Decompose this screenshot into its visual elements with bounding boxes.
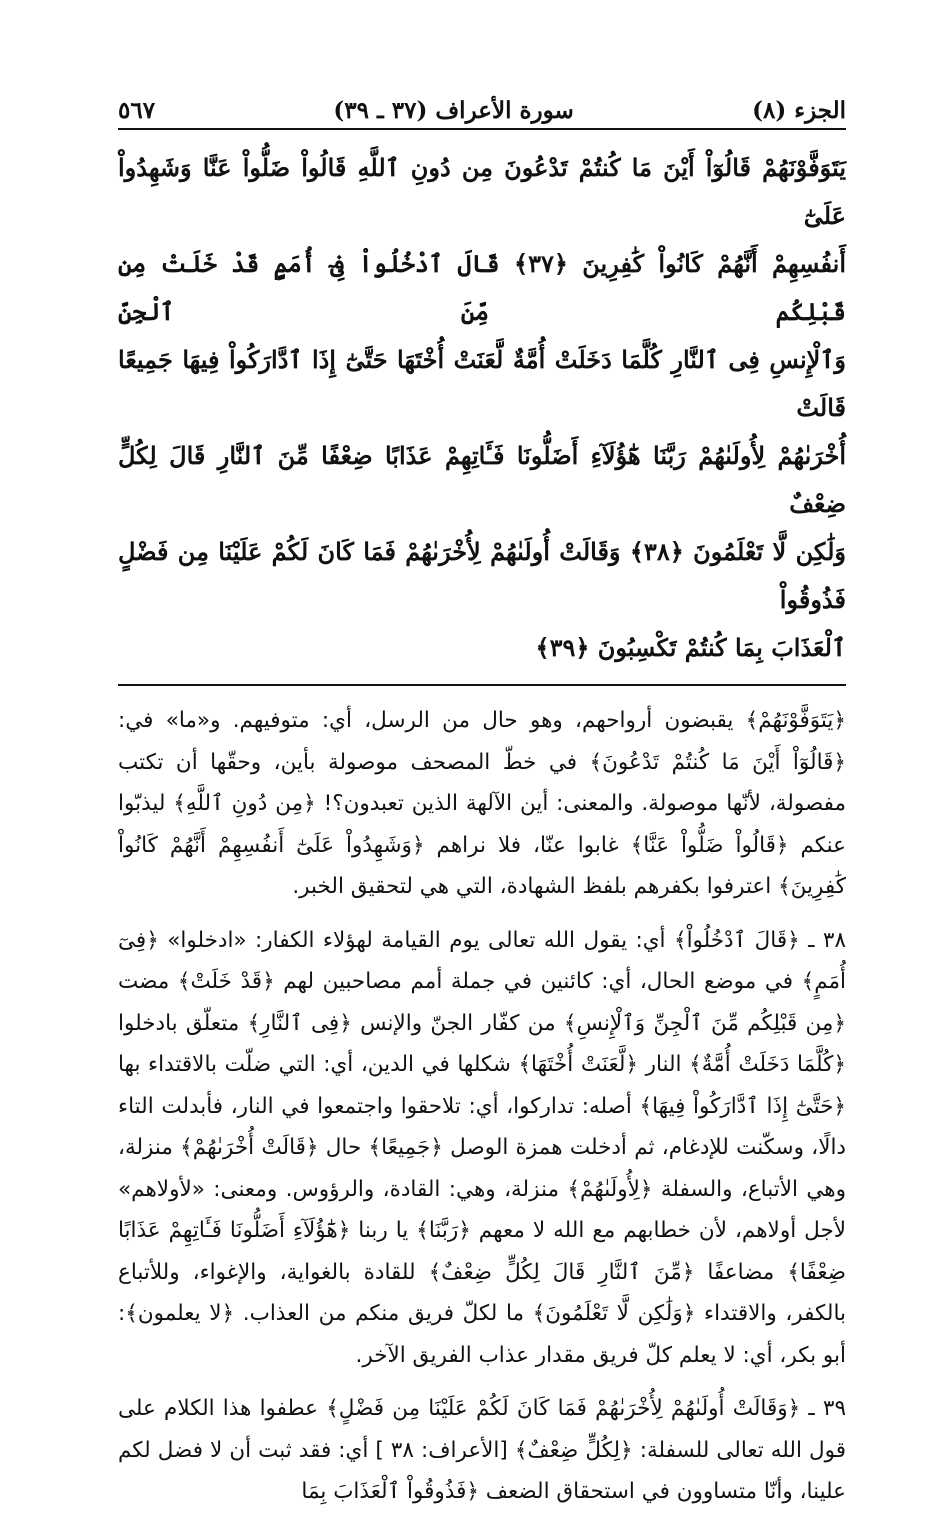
- commentary-paragraph: ﴿يَتَوَفَّوْنَهُمْ﴾ يقبضون أرواحهم، وهو حال من الرسل، أي: متوفيهم. و«ما» في: ﴿قَالُوٓاْ أَيْنَ مَا كُنتُمْ تَدْعُونَ﴾ في خطّ المصحف موصولة بأين، وحقّها أن تكتب مفصولة، لأنّها موصولة. والمعنى: أين الآلهة الذين تعبدون؟! ﴿مِن دُونِ ٱللَّهِ﴾ ليذبّوا عنكم ﴿قَالُواْ ضَلُّواْ عَنَّا﴾ غابوا عنّا، فلا نراهم ﴿وَشَهِدُواْ عَلَىٰٓ أَنفُسِهِمْ أَنَّهُمْ كَانُواْ كَٰفِرِينَ﴾ اعترفوا بكفرهم بلفظ الشهادة، التي هي لتحقيق الخبر.: [118, 708, 846, 899]
- quran-line: وَٱلْإِنسِ فِى ٱلنَّارِ كُلَّمَا دَخَلَتْ أُمَّةٌ لَّعَنَتْ أُخْتَهَا حَتَّىٰٓ إِذَا ٱدَّارَكُواْ فِيهَا جَمِيعًا قَالَتْ: [118, 345, 846, 422]
- commentary: [118, 700, 846, 1513]
- page-number: ٥٦٧: [118, 97, 156, 124]
- part-number: الجزء (٨): [752, 97, 846, 124]
- surah-title: سورة الأعراف (٣٧ ـ ٣٩): [333, 97, 574, 124]
- quran-line-last: ٱلْعَذَابَ بِمَا كُنتُمْ تَكْسِبُونَ ﴿٣٩﴾: [535, 633, 846, 662]
- commentary-paragraph: ٣٨ ـ ﴿قَالَ ٱدْخُلُواْ﴾ أي: يقول الله تعالى يوم القيامة لهؤلاء الكفار: «ادخلوا» ﴿فِىٓ أُمَمٍ﴾ في موضع الحال، أي: كائنين في جملة أمم مصاحبين لهم ﴿قَدْ خَلَتْ﴾ مضت ﴿مِن قَبْلِكُم مِّنَ ٱلْجِنِّ وَٱلْإِنسِ﴾ من كفّار الجنّ والإنس ﴿فِى ٱلنَّارِ﴾ متعلّق بادخلوا ﴿كُلَّمَا دَخَلَتْ أُمَّةٌ﴾ النار ﴿لَّعَنَتْ أُخْتَهَا﴾ شكلها في الدين، أي: التي ضلّت بالاقتداء بها ﴿حَتَّىٰٓ إِذَا ٱدَّارَكُواْ فِيهَا﴾ أصله: تداركوا، أي: تلاحقوا واجتمعوا في النار، فأبدلت التاء دالًا، وسكّنت للإدغام، ثم أدخلت همزة الوصل ﴿جَمِيعًا﴾ حال ﴿قَالَتْ أُخْرَىٰهُمْ﴾ منزلة، وهي الأتباع، والسفلة ﴿لِأُولَىٰهُمْ﴾ منزلة، وهي: القادة، والرؤوس. ومعنى: «لأولاهم» لأجل أولاهم، لأن خطابهم مع الله لا معهم ﴿رَبَّنَا﴾ يا ربنا ﴿هَٰٓؤُلَآءِ أَضَلُّونَا فَـَٔاتِهِمْ عَذَابًا ضِعْفًا﴾ مضاعفًا ﴿مِّنَ ٱلنَّارِ قَالَ لِكُلٍّ ضِعْفٌ﴾ للقادة بالغواية، والإغواء، وللأتباع بالكفر، والاقتداء ﴿وَلَٰكِن لَّا تَعْلَمُونَ﴾ ما لكلّ فريق منكم من العذاب. ﴿لا يعلمون﴾: أبو بكر، أي: لا يعلم كلّ فريق مقدار عذاب الفريق الآخر.: [118, 927, 846, 1368]
- page-header: [118, 78, 846, 130]
- quran-line: يَتَوَفَّوْنَهُمْ قَالُوٓاْ أَيْنَ مَا كُنتُمْ تَدْعُونَ مِن دُونِ ٱللَّهِ قَالُواْ ضَلُّواْ عَنَّا وَشَهِدُواْ عَلَىٰٓ: [118, 153, 846, 230]
- quran-line: أُخْرَىٰهُمْ لِأُولَىٰهُمْ رَبَّنَا هَٰٓؤُلَآءِ أَضَلُّونَا فَـَٔاتِهِمْ عَذَابًا ضِعْفًا مِّنَ ٱلنَّارِ قَالَ لِكُلٍّ ضِعْفٌ: [118, 441, 846, 518]
- quran-text: [118, 144, 846, 672]
- quran-line: أَنفُسِهِمْ أَنَّهُمْ كَانُواْ كَٰفِرِينَ ﴿٣٧﴾ قَالَ ٱدْخُلُواْ فِىٓ أُمَمٍ قَدْ خَلَتْ مِن قَبْلِكُم مِّنَ ٱلْجِنِّ: [118, 249, 846, 326]
- commentary-paragraph: ٣٩ ـ ﴿وَقَالَتْ أُولَىٰهُمْ لِأُخْرَىٰهُمْ فَمَا كَانَ لَكُمْ عَلَيْنَا مِن فَضْلٍ﴾ عطفوا هذا الكلام على قول الله تعالى للسفلة: ﴿لِكُلٍّ ضِعْفٌ﴾ [الأعراف: ٣٨ ] أي: فقد ثبت أن لا فضل لكم علينا، وأنّا متساوون في استحقاق الضعف ﴿فَذُوقُواْ ٱلْعَذَابَ بِمَا: [118, 1396, 847, 1504]
- quran-line: وَلَٰكِن لَّا تَعْلَمُونَ ﴿٣٨﴾ وَقَالَتْ أُولَىٰهُمْ لِأُخْرَىٰهُمْ فَمَا كَانَ لَكُمْ عَلَيْنَا مِن فَضْلٍ فَذُوقُواْ: [118, 537, 846, 614]
- section-divider: [118, 684, 846, 686]
